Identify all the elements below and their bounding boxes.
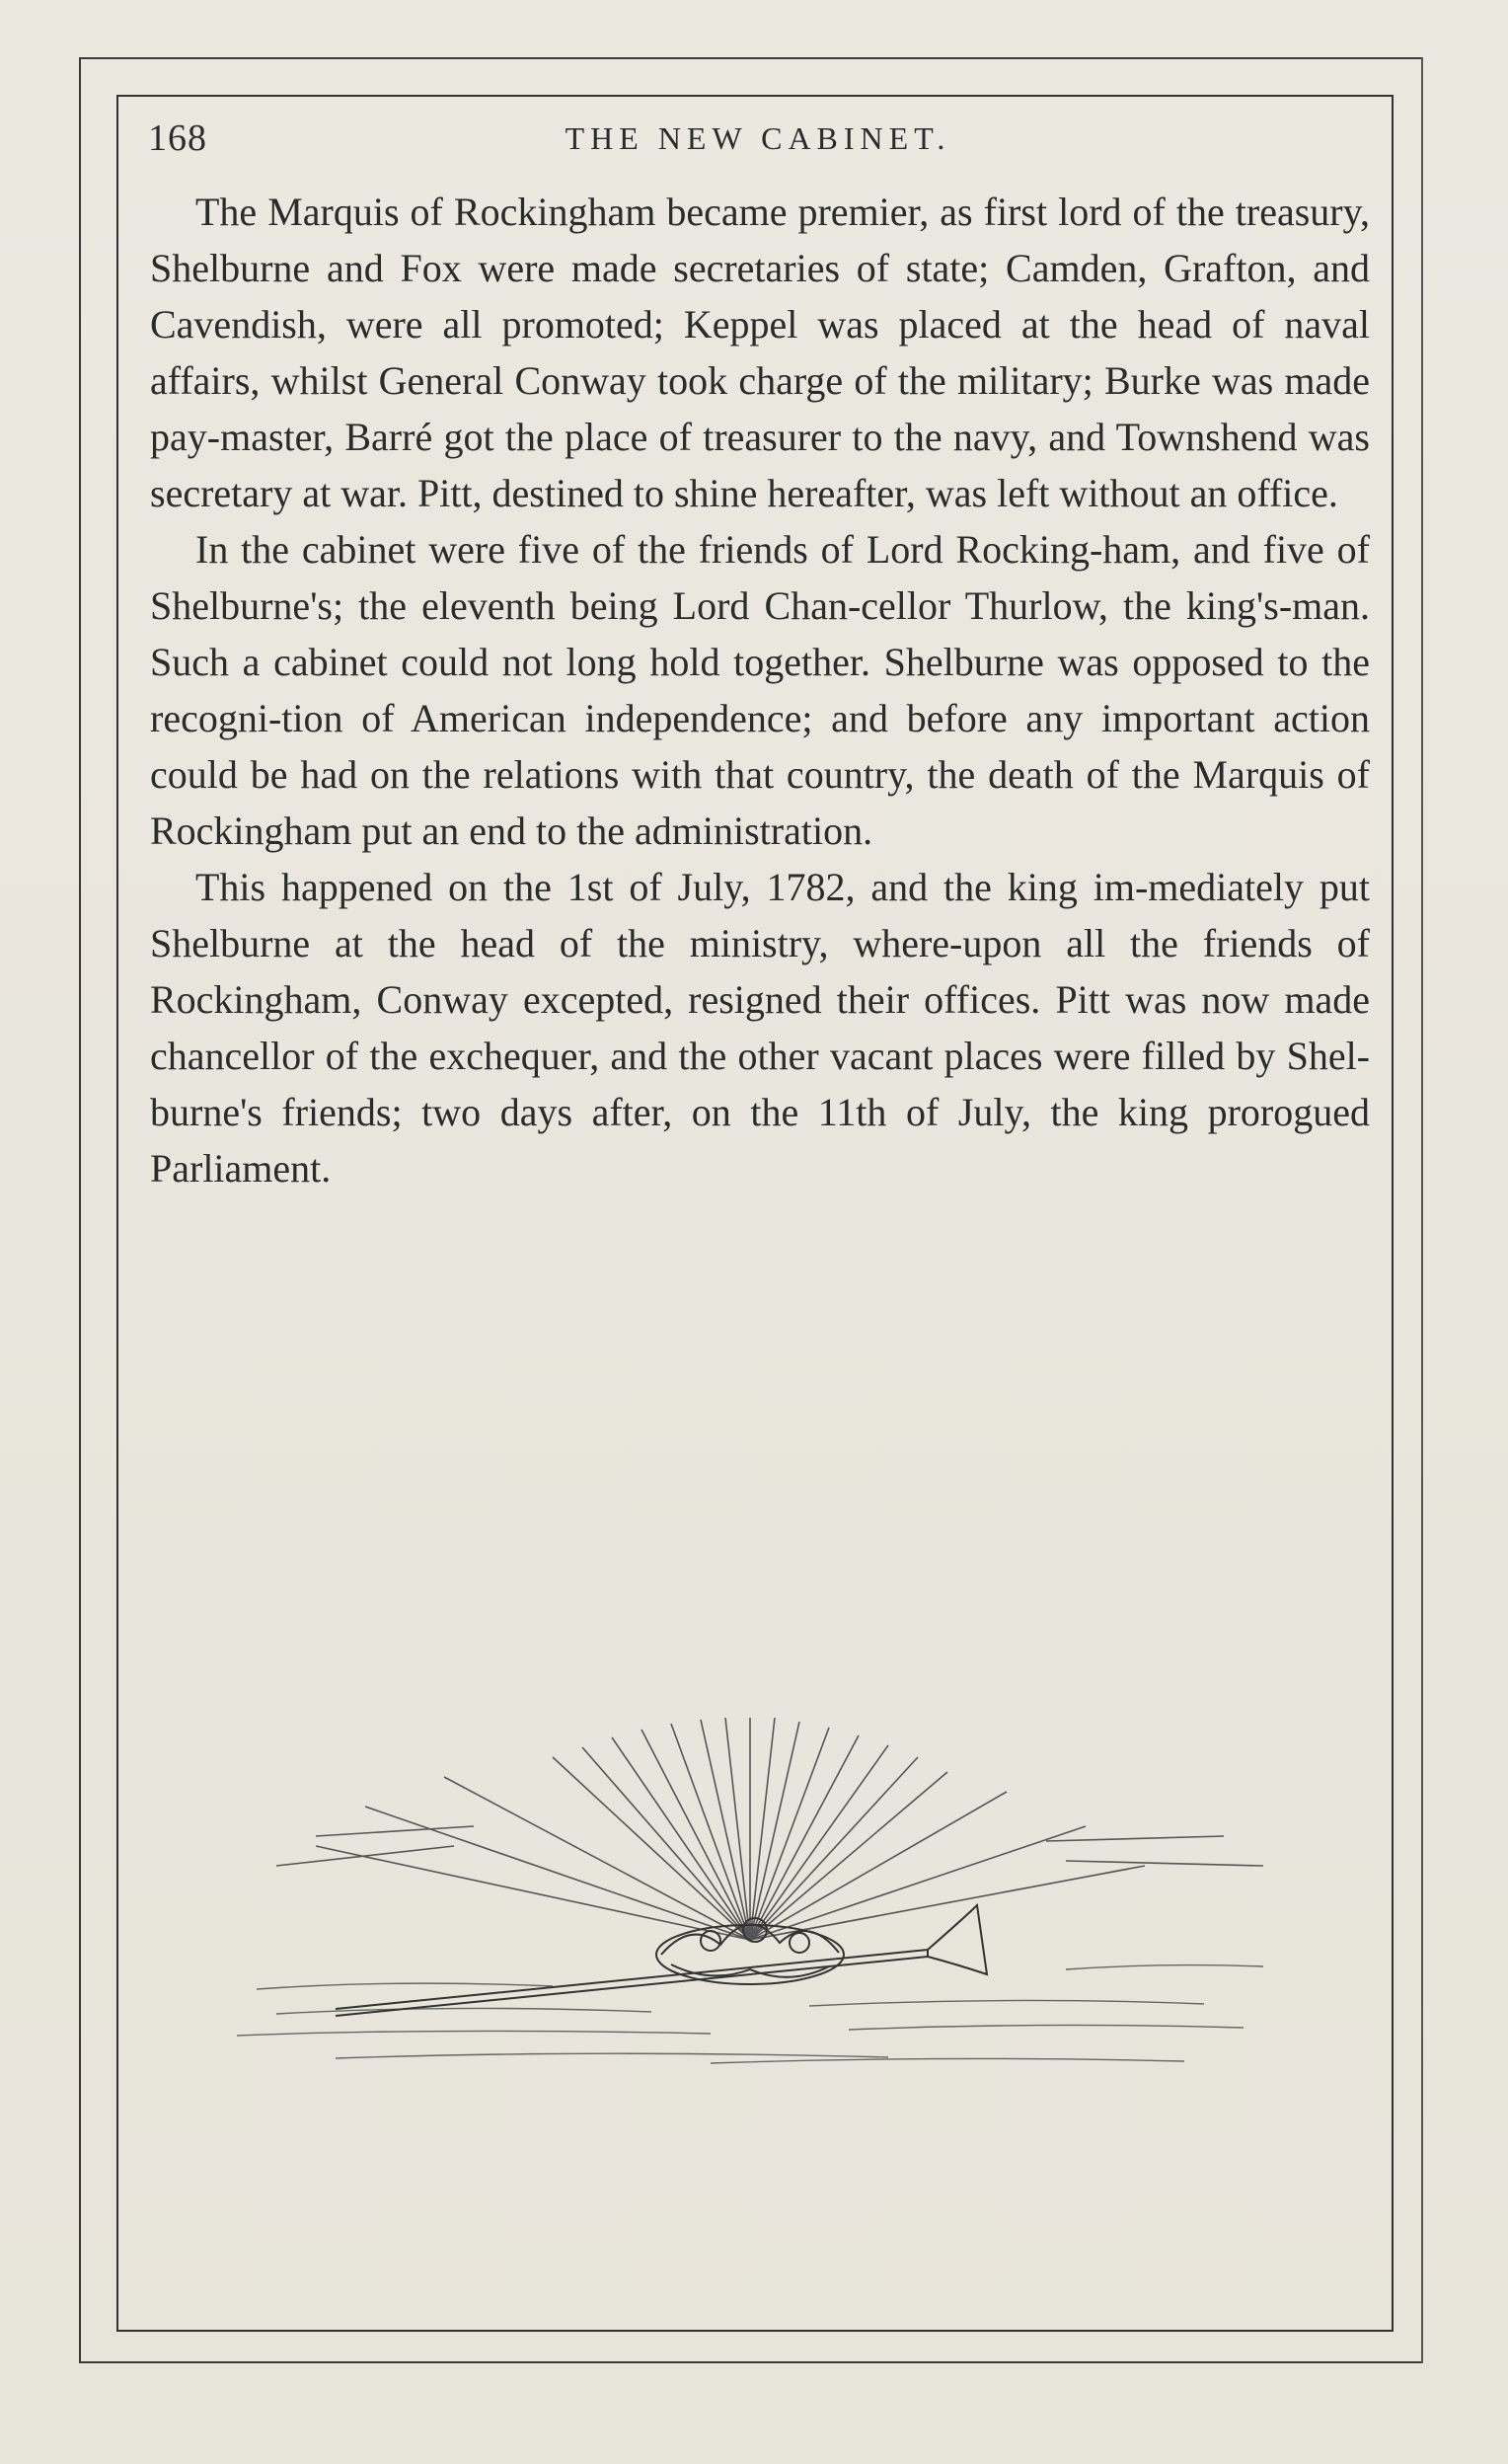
running-title: THE NEW CABINET.	[565, 120, 951, 156]
trumpet-and-wreath	[336, 1905, 987, 2016]
trumpet-wreath-vignette-icon	[197, 1718, 1322, 2093]
paragraph-3: This happened on the 1st of July, 1782, and the king im-mediately put Shelburne at the head of the ministry, where-upon all the friends of Rockingham, Conway excepted, resigned their offices. Pitt was now made chancellor of the exchequer, and the other vacant places were filled by Shel-burne's friends; two days after, on the 11th of July, the king prorogued Parliament.	[150, 865, 1370, 1191]
text-body	[150, 184, 1370, 1196]
outer-border-right-rule	[1421, 57, 1423, 2363]
running-head	[148, 116, 1368, 166]
paragraph-2: In the cabinet were five of the friends of Lord Rocking-ham, and five of Shelburne's; the eleventh being Lord Chan-cellor Thurlow, the king's-man. Such a cabinet could not long hold together. Shelburne was opposed to the recogni-tion of American independence; and before any important action could be had on the relations with that country, the death of the Marquis of Rockingham put an end to the administration.	[150, 527, 1370, 853]
page-number: 168	[148, 117, 207, 159]
ground-strokes	[237, 1965, 1263, 2063]
paragraph-1: The Marquis of Rockingham became premier, as first lord of the treasury, Shelburne and Fox were made secretaries of state; Camden, Grafton, and Cavendish, were all promoted; Keppel was placed at the head of naval affairs, whilst General Conway took charge of the military; Burke was made pay-master, Barré got the place of treasurer to the navy, and Townshend was secretary at war. Pitt, destined to shine hereafter, was left without an office.	[150, 190, 1370, 515]
sunburst-rays	[276, 1718, 1263, 1940]
